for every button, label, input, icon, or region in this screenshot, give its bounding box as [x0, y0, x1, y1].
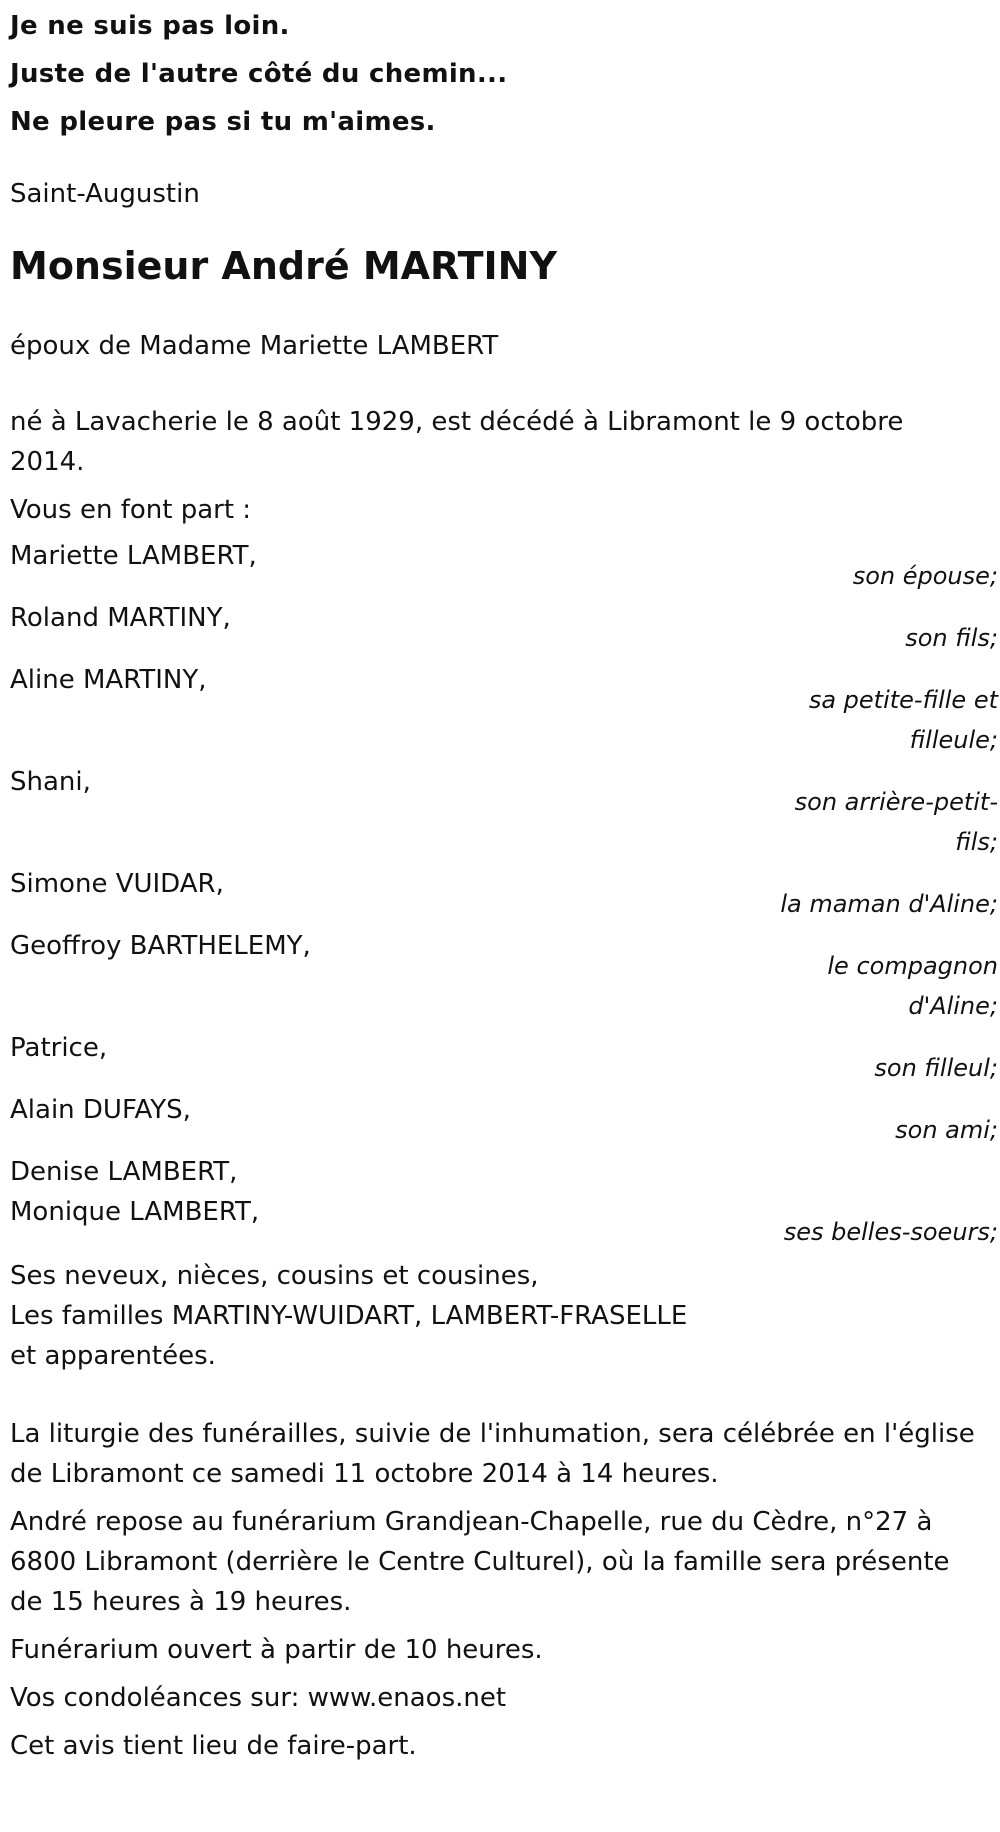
liturgy-text: La liturgie des funérailles, suivie de l'inhumation, sera célébrée en l'église de Libramont ce samedi 11 octobre 2014 à 14 heures.: [10, 1419, 975, 1489]
funerarium-text: André repose au funérarium Grandjean-Chapelle, rue du Cèdre, n°27 à 6800 Libramont (derrière le Centre Culturel), où la famille sera présente de 15 heures à 19 heures.: [10, 1507, 950, 1617]
deceased-name: Monsieur André MARTINY: [10, 244, 557, 288]
family-names: [10, 926, 730, 966]
opening-hours-text: Funérarium ouvert à partir de 10 heures.: [10, 1635, 543, 1665]
poem: [10, 2, 998, 146]
family-names: [10, 1152, 730, 1232]
family-names: [10, 1028, 730, 1068]
family-row: [10, 762, 998, 862]
family-relation: son épouse;: [852, 562, 998, 590]
family-row: [10, 1090, 998, 1150]
extended-line: Les familles MARTINY-WUIDART, LAMBERT-FRASELLE: [10, 1301, 688, 1331]
family-names: [10, 660, 730, 700]
family-name: Patrice,: [10, 1033, 108, 1063]
family-list: [10, 536, 998, 1252]
condolences-text: Vos condoléances sur: www.enaos.net: [10, 1683, 507, 1713]
family-relation: son filleul;: [874, 1054, 998, 1082]
family-names: [10, 864, 730, 904]
extended-line: Ses neveux, nièces, cousins et cousines,: [10, 1261, 539, 1291]
family-row: [10, 864, 998, 924]
extended-line: et apparentées.: [10, 1341, 216, 1371]
family-names: [10, 1090, 730, 1130]
family-row: [10, 926, 998, 1026]
family-name: Roland MARTINY,: [10, 603, 231, 633]
extended-family: [10, 1256, 998, 1376]
family-row: [10, 598, 998, 658]
poem-line-3: Ne pleure pas si tu m'aimes.: [10, 107, 436, 137]
family-names: [10, 598, 730, 638]
family-name: Alain DUFAYS,: [10, 1095, 191, 1125]
family-relation: le compagnon d'Aline;: [827, 952, 998, 1020]
family-name: Geoffroy BARTHELEMY,: [10, 931, 311, 961]
birth-death-line: né à Lavacherie le 8 août 1929, est décédé à Libramont le 9 octobre 2014.: [10, 407, 904, 477]
poem-author: Saint-Augustin: [10, 179, 200, 209]
family-name: Denise LAMBERT,: [10, 1157, 238, 1187]
family-relation: ses belles-soeurs;: [783, 1218, 998, 1246]
family-relation: son fils;: [905, 624, 998, 652]
family-row: [10, 1028, 998, 1088]
family-row: [10, 1152, 998, 1252]
family-names: [10, 536, 730, 576]
poem-line-2: Juste de l'autre côté du chemin...: [10, 59, 508, 89]
family-name: Aline MARTINY,: [10, 665, 207, 695]
family-relation: la maman d'Aline;: [780, 890, 998, 918]
family-relation: sa petite-fille et filleule;: [808, 686, 998, 754]
notice-text: Cet avis tient lieu de faire-part.: [10, 1731, 417, 1761]
family-name: Monique LAMBERT,: [10, 1197, 260, 1227]
family-name: Simone VUIDAR,: [10, 869, 224, 899]
family-row: [10, 660, 998, 760]
family-name: Mariette LAMBERT,: [10, 541, 257, 571]
family-relation: son ami;: [895, 1116, 998, 1144]
spouse-line: époux de Madame Mariette LAMBERT: [10, 331, 499, 361]
family-names: [10, 762, 730, 802]
poem-line-1: Je ne suis pas loin.: [10, 11, 290, 41]
family-name: Shani,: [10, 767, 91, 797]
announcement-intro: Vous en font part :: [10, 495, 252, 525]
family-relation: son arrière-petit-fils;: [794, 788, 998, 856]
family-row: [10, 536, 998, 596]
obituary-page: [10, 0, 998, 1766]
